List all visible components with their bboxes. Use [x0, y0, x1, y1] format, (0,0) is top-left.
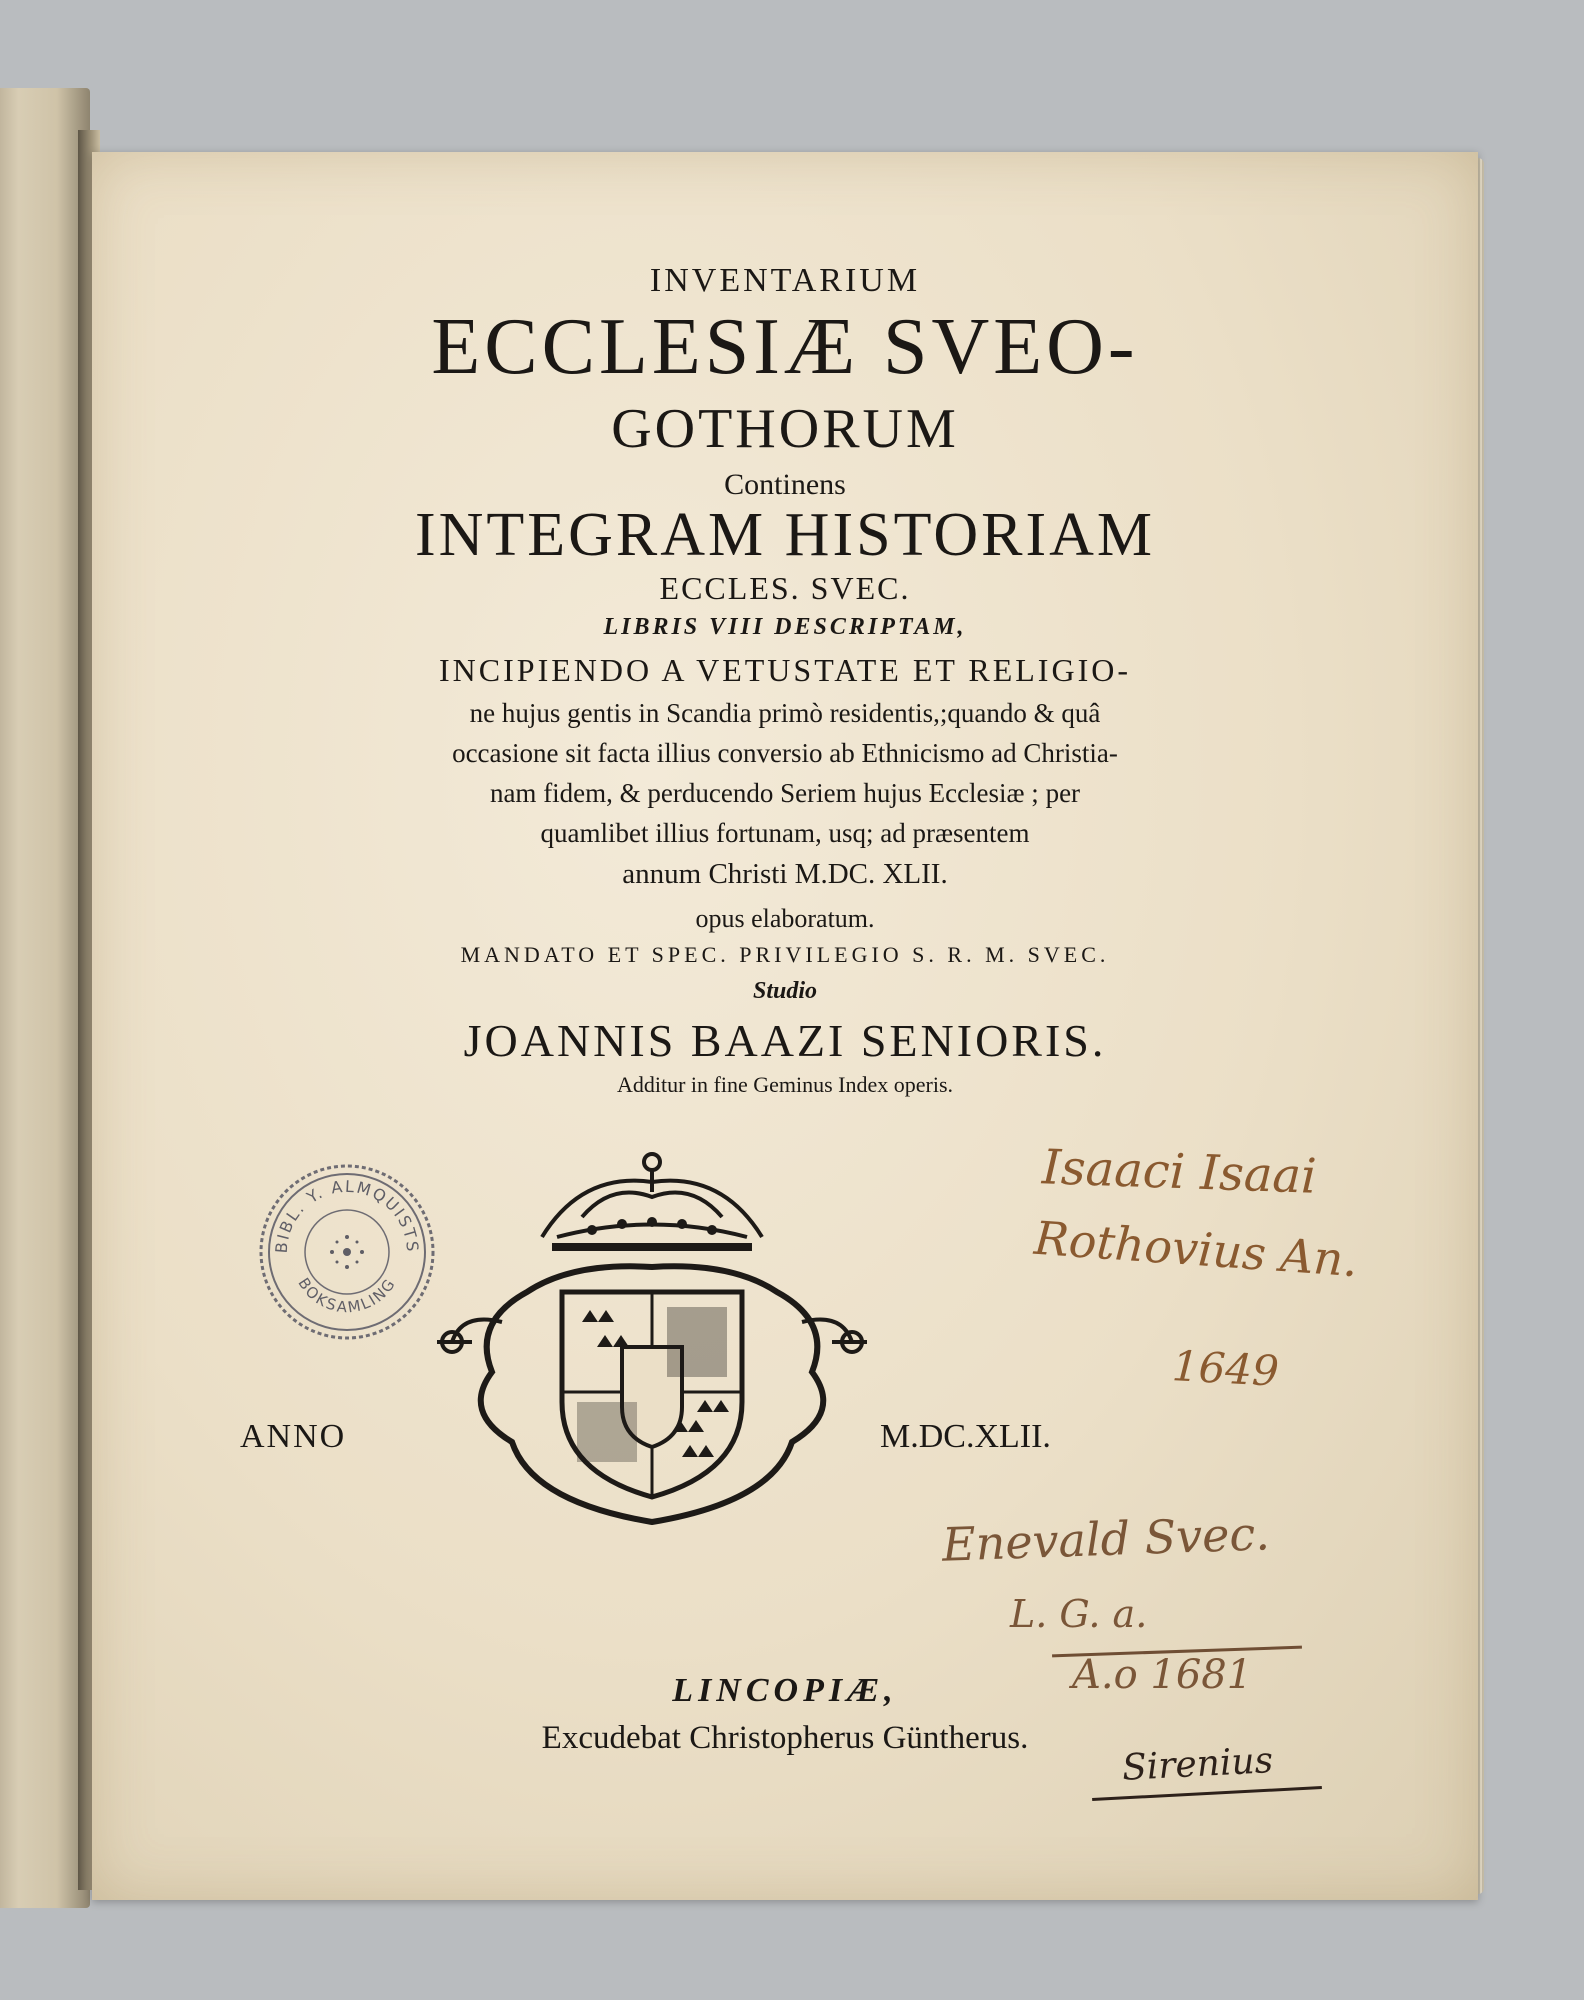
anno-label: ANNO [240, 1418, 347, 1455]
body-line-3: nam fidem, & perducendo Seriem hujus Ecclesiæ ; per [489, 778, 1081, 808]
star-icon [330, 1235, 364, 1269]
title-line-integram: INTEGRAM HISTORIAM [414, 501, 1156, 569]
svg-text:BIBL. Y. ALMQUISTS [272, 1177, 423, 1254]
title-line-incipiendo: INCIPIENDO A VETUSTATE ET RELIGIO- [439, 652, 1131, 688]
body-line-4: quamlibet illius fortunam, usq; ad præsentem [540, 818, 1030, 848]
imprint-place: LINCOPIÆ, [672, 1672, 898, 1709]
svg-text:BOKSAMLING [294, 1274, 399, 1316]
stamp-bottom-text: BOKSAMLING [294, 1274, 400, 1317]
title-line-eccles: ECCLES. SVEC. [659, 570, 911, 606]
imprint-printer: Excudebat Christopherus Güntherus. [541, 1720, 1029, 1756]
title-line-libris: LIBRIS VIII DESCRIPTAM, [603, 614, 967, 640]
title-line-ecclesiae: ECCLESIÆ SVEO- [431, 303, 1139, 391]
body-line-2: occasione sit facta illius conversio ab Ethnicismo ad Christia- [452, 738, 1118, 768]
publication-year: M.DC.XLII. [880, 1418, 1051, 1455]
index-note: Additur in fine Geminus Index operis. [616, 1072, 954, 1097]
inscription-line-1: Isaaci Isaai [1041, 1139, 1318, 1205]
opus-line: opus elaboratum. [695, 904, 875, 933]
stamp-top-text: BIBL. Y. ALMQUISTS [271, 1176, 423, 1254]
inscription-line-4: L. G. a. [1010, 1592, 1148, 1636]
title-page [92, 152, 1478, 1900]
body-line-5: annum Christi M.DC. XLII. [622, 858, 948, 890]
library-stamp [252, 1157, 442, 1347]
inscription-year-2: A.o 1681 [1072, 1652, 1253, 1698]
title-line-inventarium: INVENTARIUM [649, 262, 921, 299]
inscription-line-3: Enevald Svec. [941, 1506, 1271, 1572]
inscription-line-2: Rothovius An. [1032, 1210, 1360, 1288]
body-line-1: ne hujus gentis in Scandia primò residentis,;quando & quâ [469, 698, 1101, 728]
privilege-line: MANDATO ET SPEC. PRIVILEGIO S. R. M. SVEC. [460, 942, 1110, 967]
studio-line: Studio [752, 978, 818, 1004]
signature: Sirenius [1121, 1740, 1275, 1789]
previous-page-edge [0, 88, 90, 1908]
inscription-year-1: 1649 [1170, 1341, 1281, 1396]
author-name: JOANNIS BAAZI SENIORIS. [463, 1015, 1107, 1066]
title-line-continens: Continens [724, 468, 846, 501]
title-line-gothorum: GOTHORUM [611, 398, 959, 460]
coat-of-arms-crest [432, 1142, 872, 1532]
